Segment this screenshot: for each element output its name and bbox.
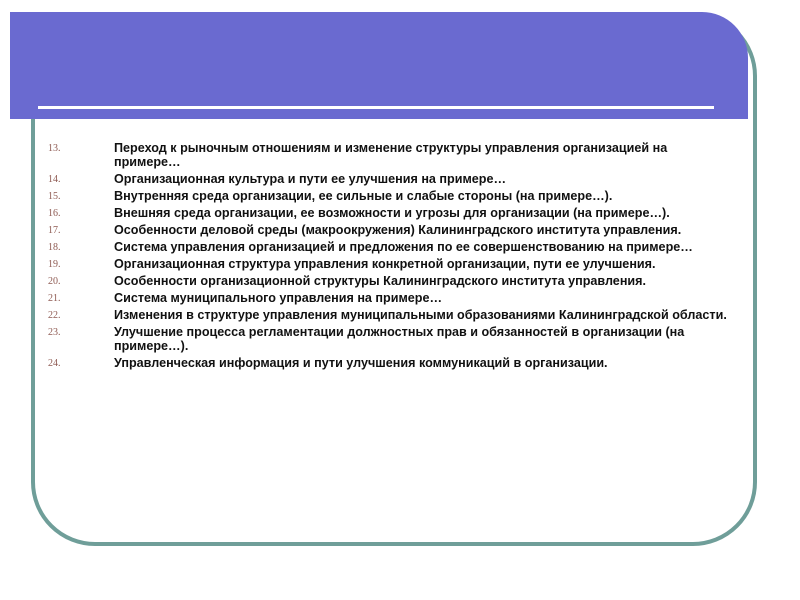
item-number: 21. bbox=[48, 293, 61, 304]
item-number: 20. bbox=[48, 276, 61, 287]
list-item bbox=[48, 291, 728, 305]
item-text: Особенности деловой среды (макроокружения) Калининградского института управления. bbox=[114, 223, 682, 237]
topic-list bbox=[48, 141, 728, 373]
item-number: 14. bbox=[48, 174, 61, 185]
list-item bbox=[48, 172, 728, 186]
item-number: 16. bbox=[48, 208, 61, 219]
list-item bbox=[48, 325, 728, 353]
list-item bbox=[48, 141, 728, 169]
item-text: Управленческая информация и пути улучшения коммуникаций в организации. bbox=[114, 356, 608, 370]
item-text: Система управления организацией и предложения по ее совершенствованию на примере… bbox=[114, 240, 693, 254]
item-number: 19. bbox=[48, 259, 61, 270]
item-number: 23. bbox=[48, 327, 61, 338]
item-text: Внутренняя среда организации, ее сильные и слабые стороны (на примере…). bbox=[114, 189, 613, 203]
header-bar bbox=[10, 12, 748, 119]
item-number: 13. bbox=[48, 143, 61, 154]
list-item bbox=[48, 223, 728, 237]
item-text: Организационная структура управления конкретной организации, пути ее улучшения. bbox=[114, 257, 656, 271]
list-item bbox=[48, 257, 728, 271]
item-text: Переход к рыночным отношениям и изменение структуры управления организацией на примере… bbox=[114, 141, 668, 169]
item-text: Улучшение процесса регламентации должностных прав и обязанностей в организации (на примере…). bbox=[114, 325, 685, 353]
item-text: Особенности организационной структуры Калининградского института управления. bbox=[114, 274, 647, 288]
list-item bbox=[48, 274, 728, 288]
list-item bbox=[48, 240, 728, 254]
item-number: 22. bbox=[48, 310, 61, 321]
item-number: 24. bbox=[48, 358, 61, 369]
list-item bbox=[48, 356, 728, 370]
header-divider bbox=[38, 106, 714, 109]
item-text: Организационная культура и пути ее улучшения на примере… bbox=[114, 172, 507, 186]
list-item bbox=[48, 206, 728, 220]
item-number: 17. bbox=[48, 225, 61, 236]
list-item bbox=[48, 189, 728, 203]
item-text: Внешняя среда организации, ее возможности и угрозы для организации (на примере…). bbox=[114, 206, 670, 220]
item-text: Изменения в структуре управления муниципальными образованиями Калининградской области. bbox=[114, 308, 727, 322]
list-item bbox=[48, 308, 728, 322]
item-text: Система муниципального управления на примере… bbox=[114, 291, 443, 305]
item-number: 18. bbox=[48, 242, 61, 253]
item-number: 15. bbox=[48, 191, 61, 202]
